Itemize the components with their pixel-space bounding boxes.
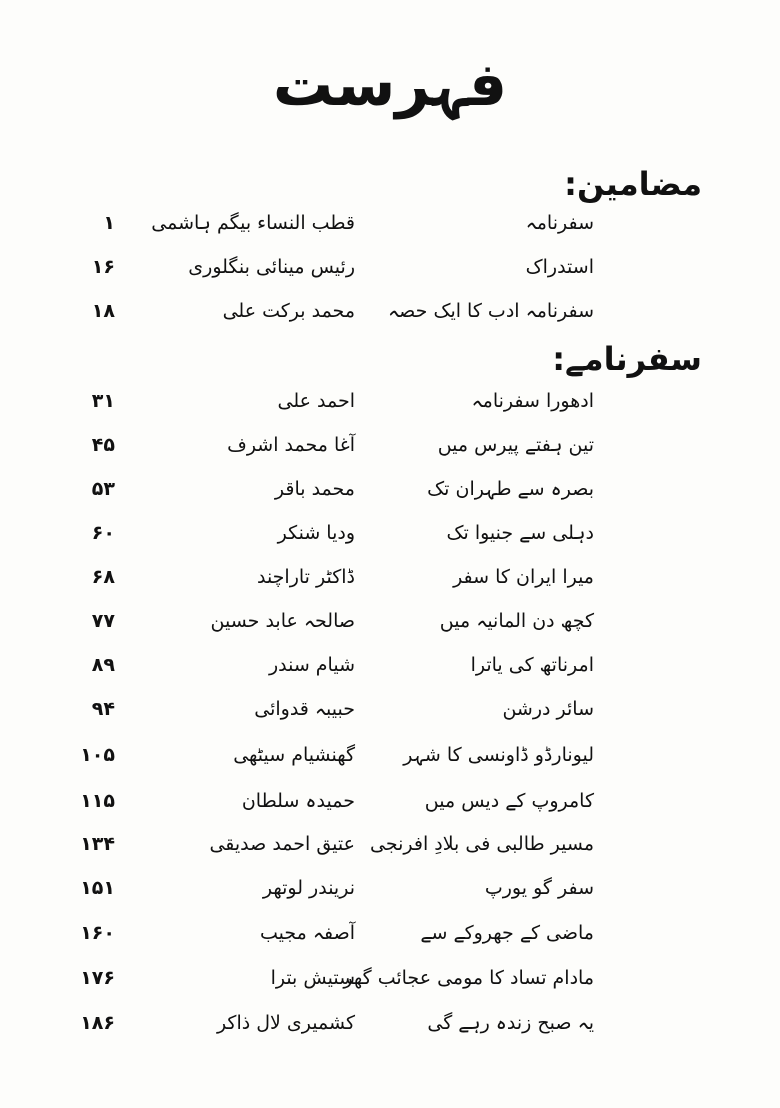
entry-title: استدراک xyxy=(525,256,594,278)
entry-page-number: ۶۰ xyxy=(91,522,115,544)
entry-title: ماضی کے جھروکے سے xyxy=(420,922,594,944)
entry-title: کچھ دن المانیہ میں xyxy=(439,610,594,632)
entry-page-number: ۱۸ xyxy=(91,300,115,322)
entry-title: لیونارڈو ڈاونسی کا شہر xyxy=(403,744,594,766)
entry-author: ستیش بترا xyxy=(270,967,355,989)
entry-page-number: ۱۶۰ xyxy=(80,922,115,944)
entry-author: قطب النساء بیگم ہاشمی xyxy=(151,212,355,234)
entry-page-number: ۳۱ xyxy=(91,390,115,412)
entry-title: مادام تساد کا مومی عجائب گھر xyxy=(343,967,594,989)
entry-page-number: ۱۷۶ xyxy=(80,967,115,989)
toc-entry xyxy=(0,922,780,962)
entry-page-number: ۱ xyxy=(103,212,115,234)
entry-title: امرناتھ کی یاترا xyxy=(470,654,594,676)
entry-title: میرا ایران کا سفر xyxy=(453,566,594,588)
entry-author: عتیق احمد صدیقی xyxy=(209,833,355,855)
entry-page-number: ۱۱۵ xyxy=(80,790,115,812)
toc-entry xyxy=(0,390,780,430)
toc-entry xyxy=(0,877,780,917)
entry-author: آغا محمد اشرف xyxy=(227,434,355,456)
entry-title: سائر درشن xyxy=(502,698,594,720)
entry-author: گھنشیام سیٹھی xyxy=(233,744,355,766)
entry-title: سفرنامہ xyxy=(525,212,594,234)
toc-entry xyxy=(0,610,780,650)
toc-entry xyxy=(0,300,780,340)
entry-author: نریندر لوتھر xyxy=(262,877,355,899)
entry-title: یہ صبح زندہ رہے گی xyxy=(427,1012,594,1034)
toc-entry xyxy=(0,967,780,1007)
entry-author: حبیبہ قدوائی xyxy=(254,698,355,720)
entry-page-number: ۱۶ xyxy=(91,256,115,278)
entry-author: حمیدہ سلطان xyxy=(241,790,355,812)
entry-page-number: ۹۴ xyxy=(91,698,115,720)
section-heading-travelogues: سفرنامے: xyxy=(552,340,702,378)
toc-entry xyxy=(0,833,780,873)
entry-author: ڈاکٹر تاراچند xyxy=(256,566,355,588)
entry-author: محمد برکت علی xyxy=(222,300,355,322)
toc-entry xyxy=(0,256,780,296)
entry-title: تین ہفتے پیرس میں xyxy=(437,434,594,456)
entry-page-number: ۱۳۴ xyxy=(80,833,115,855)
entry-page-number: ۷۷ xyxy=(91,610,115,632)
entry-author: صالحہ عابد حسین xyxy=(210,610,355,632)
entry-author: آصفہ مجیب xyxy=(259,922,355,944)
entry-page-number: ۱۰۵ xyxy=(80,744,115,766)
entry-title: سفرنامہ ادب کا ایک حصہ xyxy=(388,300,594,322)
toc-entry xyxy=(0,744,780,784)
toc-entry xyxy=(0,790,780,830)
entry-title: سفر گو یورپ xyxy=(484,877,594,899)
entry-title: دہلی سے جنیوا تک xyxy=(446,522,594,544)
toc-entry xyxy=(0,698,780,738)
entry-page-number: ۴۵ xyxy=(91,434,115,456)
entry-author: ودیا شنکر xyxy=(277,522,355,544)
toc-entry xyxy=(0,478,780,518)
entry-page-number: ۱۵۱ xyxy=(80,877,115,899)
entry-title: کامروپ کے دیس میں xyxy=(424,790,594,812)
entry-page-number: ۸۹ xyxy=(91,654,115,676)
entry-page-number: ۶۸ xyxy=(91,566,115,588)
section-heading-essays: مضامین: xyxy=(564,165,702,203)
entry-title: بصرہ سے طہران تک xyxy=(427,478,594,500)
entry-title: ادھورا سفرنامہ xyxy=(471,390,594,412)
toc-entry xyxy=(0,212,780,252)
entry-author: احمد علی xyxy=(277,390,355,412)
entry-author: کشمیری لال ذاکر xyxy=(216,1012,355,1034)
toc-entry xyxy=(0,654,780,694)
entry-page-number: ۱۸۶ xyxy=(80,1012,115,1034)
toc-entry xyxy=(0,522,780,562)
entry-title: مسیر طالبی فی بلادِ افرنجی xyxy=(369,833,594,855)
entry-author: محمد باقر xyxy=(274,478,355,500)
entry-author: رئیس مینائی بنگلوری xyxy=(188,256,355,278)
toc-entry xyxy=(0,1012,780,1052)
page-title: فہرست xyxy=(272,50,508,120)
entry-author: شیام سندر xyxy=(268,654,355,676)
toc-entry xyxy=(0,434,780,474)
entry-page-number: ۵۳ xyxy=(91,478,115,500)
toc-entry xyxy=(0,566,780,606)
